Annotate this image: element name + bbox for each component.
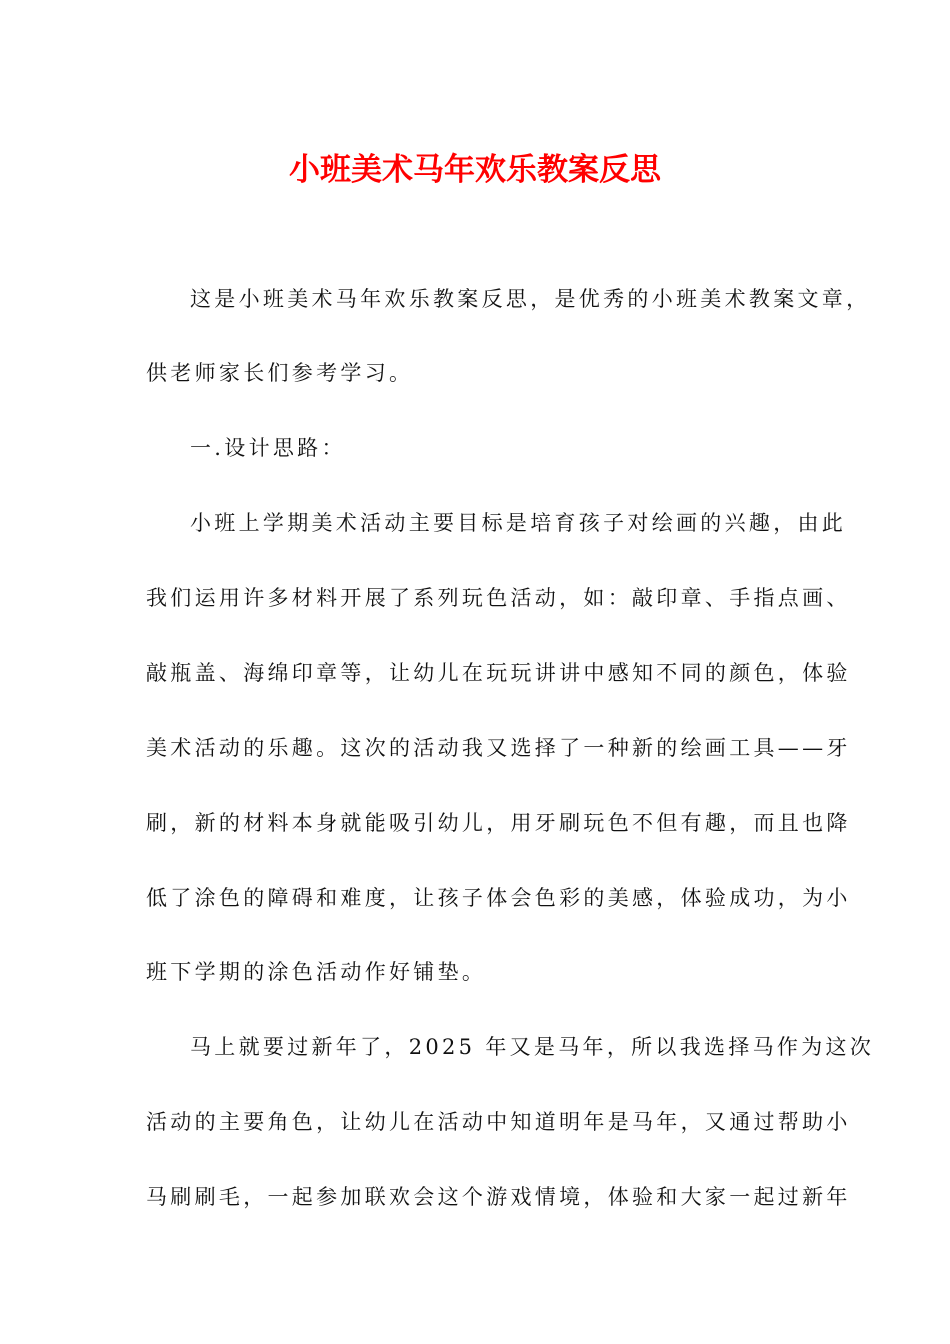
paragraph-line-1: 这是小班美术马年欢乐教案反思，是优秀的小班美术教案文章， bbox=[190, 287, 871, 311]
paragraph-line-6: 美术活动的乐趣。这次的活动我又选择了一种新的绘画工具——牙 bbox=[146, 736, 851, 760]
paragraph-line-8: 低了涂色的障碍和难度，让孩子体会色彩的美感，体验成功，为小 bbox=[146, 886, 851, 910]
paragraph-line-3: 小班上学期美术活动主要目标是培育孩子对绘画的兴趣，由此 bbox=[190, 511, 847, 535]
paragraph-line-12: 马刷刷毛，一起参加联欢会这个游戏情境，体验和大家一起过新年 bbox=[146, 1185, 851, 1209]
paragraph-line-7: 刷，新的材料本身就能吸引幼儿，用牙刷玩色不但有趣，而且也降 bbox=[146, 811, 851, 835]
paragraph-line-5: 敲瓶盖、海绵印章等，让幼儿在玩玩讲讲中感知不同的颜色，体验 bbox=[146, 661, 851, 685]
section-heading-design-idea: 一.设计思路： bbox=[190, 436, 346, 460]
paragraph-line-4: 我们运用许多材料开展了系列玩色活动，如：敲印章、手指点画、 bbox=[146, 586, 851, 610]
paragraph-line-2: 供老师家长们参考学习。 bbox=[146, 361, 414, 385]
document-title: 小班美术马年欢乐教案反思 bbox=[289, 152, 661, 188]
paragraph-line-9: 班下学期的涂色活动作好铺垫。 bbox=[146, 960, 487, 984]
paragraph-line-11: 活动的主要角色，让幼儿在活动中知道明年是马年，又通过帮助小 bbox=[146, 1110, 851, 1134]
paragraph-line-10: 马上就要过新年了，2025 年又是马年，所以我选择马作为这次 bbox=[190, 1035, 875, 1059]
